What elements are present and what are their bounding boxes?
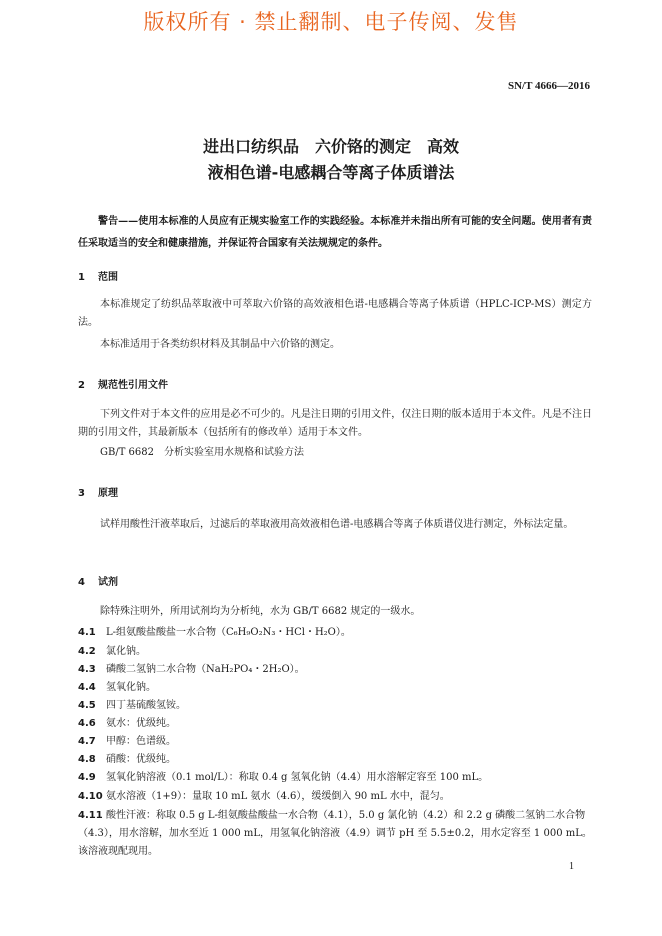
reagent-text: 氢氧化钠溶液（0.1 mol/L）：称取 0.4 g 氢氧化钠（4.4）用水溶解定容至 100 mL。: [106, 772, 489, 783]
reagent-number: 4.8: [78, 754, 96, 765]
reagent-item: [78, 679, 592, 697]
reagent-text: 氢氧化钠。: [106, 682, 156, 693]
copyright-banner: 版权所有 · 禁止翻制、电子传阅、发售: [143, 10, 519, 34]
reagent-text: 磷酸二氢钠二水合物（NaH₂PO₄・2H₂O）。: [106, 664, 305, 675]
reagent-item: [78, 769, 592, 787]
reagent-text: L-组氨酸盐酸盐一水合物（C₆H₉O₂N₃・HCl・H₂O）。: [106, 627, 351, 638]
section-1-paragraph-1: 本标准规定了纺织品萃取液中可萃取六价铬的高效液相色谱-电感耦合等离子体质谱（HPLC-ICP-MS）测定方法。: [78, 299, 592, 328]
reagent-text: 四丁基硫酸氢铵。: [106, 700, 186, 711]
section-1-heading: [78, 268, 118, 283]
section-number: 2: [78, 380, 85, 391]
reagent-item: [78, 788, 592, 806]
reagent-text: 氨水：优级纯。: [106, 718, 176, 729]
reagent-item: [78, 733, 592, 751]
section-3-paragraph-1: 试样用酸性汗液萃取后，过滤后的萃取液用高效液相色谱-电感耦合等离子体质谱仪进行测定，外标法定量。: [100, 519, 574, 530]
reagent-number: 4.11: [78, 810, 103, 821]
section-number: 3: [78, 488, 85, 499]
reagent-number: 4.9: [78, 772, 96, 783]
page-number: 1: [569, 861, 574, 872]
section-number: 1: [78, 272, 85, 283]
section-title: 范围: [98, 272, 118, 283]
reagent-item: [78, 715, 592, 733]
document-title-line-2: 液相色谱-电感耦合等离子体质谱法: [207, 163, 455, 182]
section-title: 原理: [98, 488, 118, 499]
reagent-number: 4.5: [78, 700, 96, 711]
section-1-paragraph-2: 本标准适用于各类纺织材料及其制品中六价铬的测定。: [100, 339, 340, 350]
reagent-number: 4.3: [78, 664, 96, 675]
reagent-item: [78, 661, 592, 679]
section-4-intro: 除特殊注明外，所用试剂均为分析纯，水为 GB/T 6682 规定的一级水。: [100, 606, 421, 617]
section-3-heading: [78, 484, 118, 499]
reagent-number: 4.10: [78, 791, 103, 802]
section-4-heading: [78, 573, 118, 588]
reagent-number: 4.1: [78, 627, 96, 638]
section-number: 4: [78, 577, 85, 588]
section-title: 规范性引用文件: [98, 380, 168, 391]
reagent-text: 氨水溶液（1+9）：量取 10 mL 氨水（4.6），缓缓倒入 90 mL 水中，混匀。: [106, 791, 450, 802]
reagent-item: [78, 697, 592, 715]
standard-number: SN/T 4666—2016: [507, 80, 590, 92]
reagent-item: [78, 807, 592, 861]
reagent-number: 4.7: [78, 736, 96, 747]
section-title: 试剂: [98, 577, 118, 588]
reagent-text: 甲醇：色谱级。: [106, 736, 176, 747]
reagent-number: 4.2: [78, 646, 96, 657]
reagent-item: [78, 751, 592, 769]
section-2-heading: [78, 376, 168, 391]
reagent-text: 酸性汗液：称取 0.5 g L-组氨酸盐酸盐一水合物（4.1），5.0 g 氯化钠（4.2）和 2.2 g 磷酸二氢钠二水合物（4.3），用水溶解，加水至近 1 000 mL，用氢氧化钠溶液（4.9）调节 pH 至 5.5±0.2，用水定容至 1 000 mL。该溶液现配现用。: [78, 810, 592, 857]
reagent-number: 4.4: [78, 682, 96, 693]
document-title-line-1: 进出口纺织品 六价铬的测定 高效: [202, 137, 459, 156]
reagent-number: 4.6: [78, 718, 96, 729]
reagent-item: [78, 624, 592, 642]
reagent-item: [78, 643, 592, 661]
section-2-paragraph-1: 下列文件对于本文件的应用是必不可少的。凡是注日期的引用文件，仅注日期的版本适用于本文件。凡是不注日期的引用文件，其最新版本（包括所有的修改单）适用于本文件。: [78, 409, 592, 438]
warning-paragraph: 警告——使用本标准的人员应有正规实验室工作的实践经验。本标准并未指出所有可能的安全问题。使用者有责任采取适当的安全和健康措施，并保证符合国家有关法规规定的条件。: [78, 216, 592, 249]
reagent-text: 氯化钠。: [106, 646, 146, 657]
section-2-reference: GB/T 6682 分析实验室用水规格和试验方法: [100, 447, 305, 458]
reagent-text: 硝酸：优级纯。: [106, 754, 176, 765]
